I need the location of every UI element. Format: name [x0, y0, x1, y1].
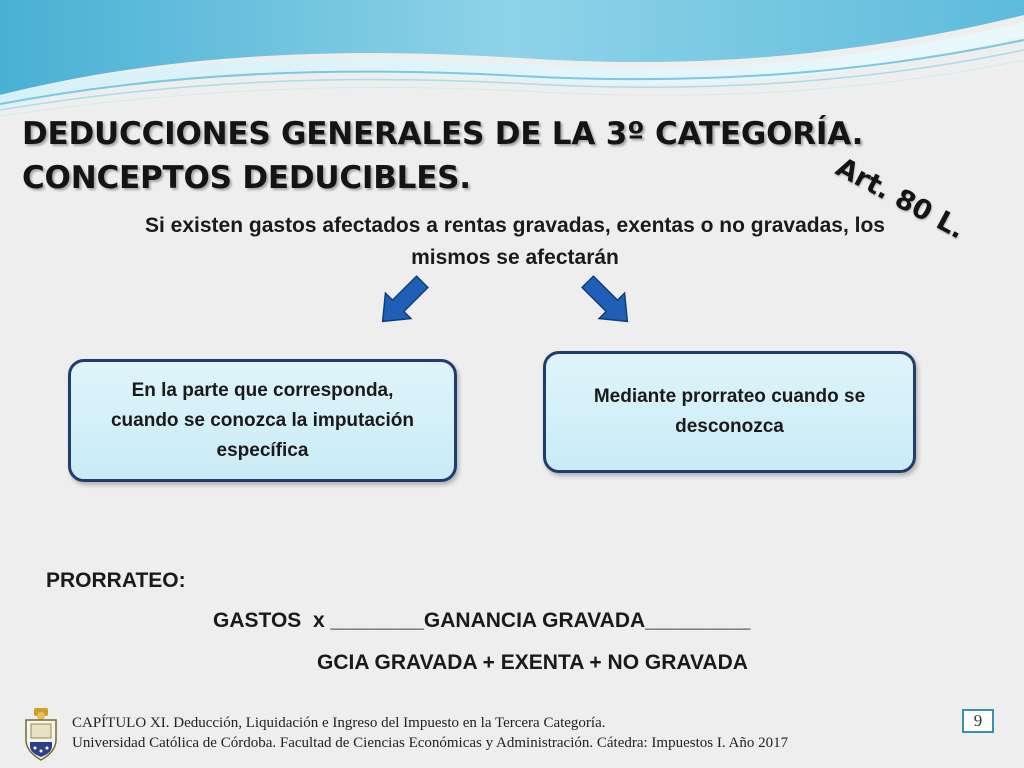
header-waves [0, 0, 1024, 120]
formula-numerator: GASTOS x ________GANANCIA GRAVADA_________ [213, 609, 751, 632]
footer [72, 713, 788, 753]
footer-line-1: CAPÍTULO XI. Deducción, Liquidación e Ingreso del Impuesto en la Tercera Categoría. [72, 715, 606, 731]
slide-title [22, 112, 864, 200]
formula-denominator: GCIA GRAVADA + EXENTA + NO GRAVADA [317, 651, 748, 674]
box-right-line-1: Mediante prorrateo cuando se [593, 386, 866, 407]
university-crest-icon [22, 706, 60, 762]
box-left-line-1: En la parte que corresponda, [131, 379, 394, 401]
subtitle [80, 210, 950, 274]
box-left-line-2: cuando se conozca la imputación [110, 409, 414, 431]
box-right-line-2: desconozca [675, 416, 784, 437]
prorrateo-label: PRORRATEO: [46, 569, 186, 592]
arrow-down-left-icon [370, 272, 432, 334]
box-known-imputation [68, 359, 457, 482]
title-line-2: CONCEPTOS DEDUCIBLES. [22, 160, 471, 196]
title-line-1: DEDUCCIONES GENERALES DE LA 3º CATEGORÍA. [22, 116, 864, 152]
subtitle-line-2: mismos se afectarán [411, 246, 619, 269]
box-left-line-3: específica [216, 439, 309, 461]
article-tag: Art. 80 L. [830, 151, 970, 246]
page-number: 9 [962, 709, 994, 733]
box-prorrateo [543, 351, 916, 473]
footer-line-2: Universidad Católica de Córdoba. Facultad de Ciencias Económicas y Administración. Cátedra: Impuestos I. Año 2017 [72, 735, 789, 751]
arrow-down-right-icon [578, 272, 640, 334]
subtitle-line-1: Si existen gastos afectados a rentas gravadas, exentas o no gravadas, los [145, 214, 885, 237]
